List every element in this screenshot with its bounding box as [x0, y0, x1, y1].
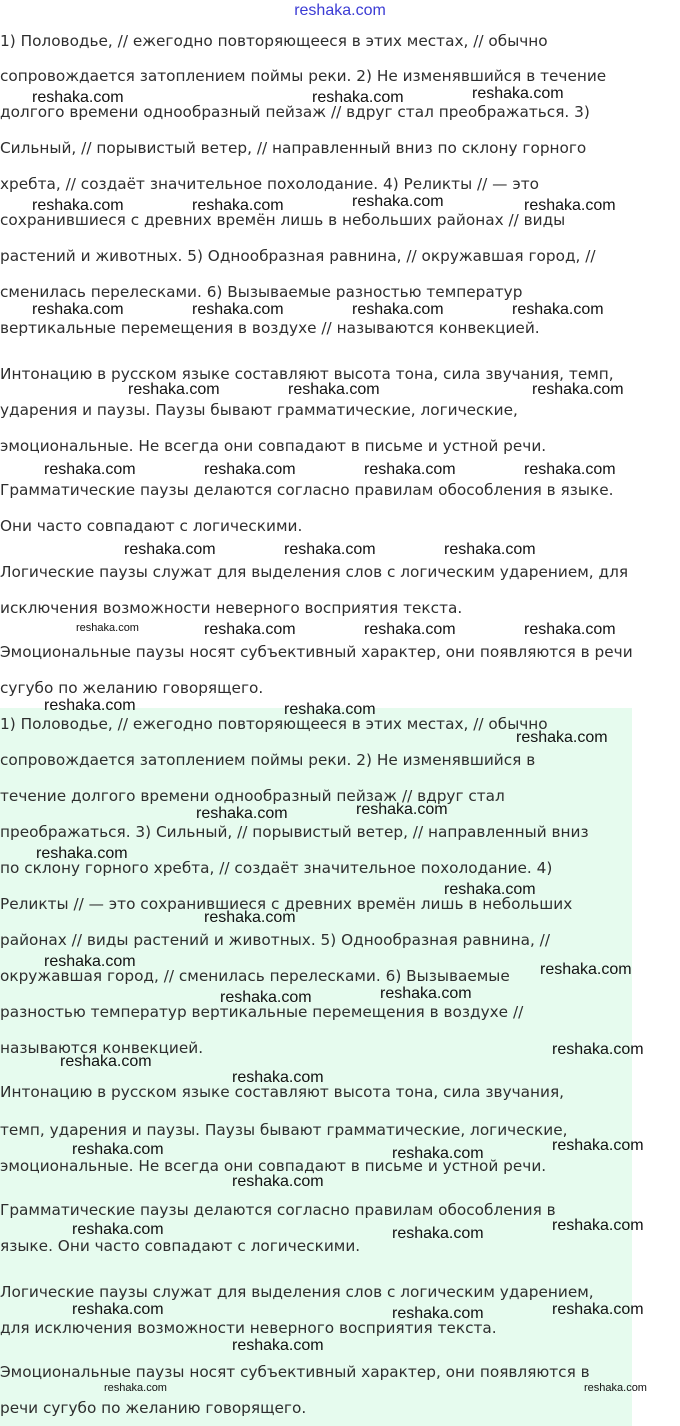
- task-line: исключения возможности неверного восприятия текста.: [0, 599, 463, 617]
- task-line: сугубо по желанию говорящего.: [0, 679, 264, 697]
- task-line: вертикальные перемещения в воздухе // называются конвекцией.: [0, 319, 540, 337]
- answer-line: Грамматические паузы делаются согласно правилам обособления в: [0, 1201, 556, 1219]
- watermark: reshaka.com: [356, 801, 448, 818]
- task-line: Грамматические паузы делаются согласно правилам обособления в языке.: [0, 481, 614, 499]
- watermark: reshaka.com: [32, 197, 124, 214]
- watermark: reshaka.com: [232, 1337, 324, 1354]
- watermark: reshaka.com: [380, 985, 472, 1002]
- task-line: Логические паузы служат для выделения слов с логическим ударением, для: [0, 563, 629, 581]
- watermark: reshaka.com: [444, 881, 536, 898]
- answer-line: районах // виды растений и животных. 5) Однообразная равнина, //: [0, 931, 550, 949]
- watermark: reshaka.com: [232, 1173, 324, 1190]
- watermark: reshaka.com: [44, 697, 136, 714]
- task-line: сменилась перелесками. 6) Вызываемые разностью температур: [0, 283, 523, 301]
- answer-line: разностью температур вертикальные перемещения в воздухе //: [0, 1003, 524, 1021]
- watermark: reshaka.com: [32, 89, 124, 106]
- watermark: reshaka.com: [60, 1053, 152, 1070]
- watermark: reshaka.com: [204, 909, 296, 926]
- watermark: reshaka.com: [288, 381, 380, 398]
- task-line: долгого времени однообразный пейзаж // вдруг стал преображаться. 3): [0, 103, 590, 121]
- answer-line: 1) Половодье, // ежегодно повторяющееся в этих местах, // обычно: [0, 715, 548, 733]
- watermark: reshaka.com: [192, 197, 284, 214]
- watermark: reshaka.com: [352, 301, 444, 318]
- watermark: reshaka.com: [284, 541, 376, 558]
- answer-line: темп, ударения и паузы. Паузы бывают грамматические, логические,: [0, 1121, 568, 1139]
- watermark: reshaka.com: [552, 1041, 644, 1058]
- task-line: Сильный, // порывистый ветер, // направленный вниз по склону горного: [0, 139, 587, 157]
- answer-line: Интонацию в русском языке составляют высота тона, сила звучания,: [0, 1083, 565, 1101]
- watermark: reshaka.com: [72, 1141, 164, 1158]
- watermark: reshaka.com: [220, 989, 312, 1006]
- watermark: reshaka.com: [552, 1217, 644, 1234]
- task-line: сопровождается затоплением поймы реки. 2) Не изменявшийся в течение: [0, 67, 607, 85]
- watermark: reshaka.com: [512, 301, 604, 318]
- answer-line: для исключения возможности неверного восприятия текста.: [0, 1319, 497, 1337]
- watermark: reshaka.com: [72, 1221, 164, 1238]
- watermark: reshaka.com: [392, 1145, 484, 1162]
- watermark: reshaka.com: [44, 953, 136, 970]
- watermark: reshaka.com: [540, 961, 632, 978]
- watermark: reshaka.com: [104, 1382, 167, 1394]
- task-line: Интонацию в русском языке составляют высота тона, сила звучания, темп,: [0, 365, 614, 383]
- watermark: reshaka.com: [124, 541, 216, 558]
- watermark: reshaka.com: [204, 461, 296, 478]
- answer-line: преображаться. 3) Сильный, // порывистый ветер, // направленный вниз: [0, 823, 589, 841]
- watermark: reshaka.com: [352, 193, 444, 210]
- watermark: reshaka.com: [524, 461, 616, 478]
- answer-line: по склону горного хребта, // создаёт значительное похолодание. 4): [0, 859, 553, 877]
- watermark: reshaka.com: [392, 1225, 484, 1242]
- task-line: 1) Половодье, // ежегодно повторяющееся в этих местах, // обычно: [0, 32, 548, 50]
- task-line: ударения и паузы. Паузы бывают грамматические, логические,: [0, 401, 518, 419]
- answer-line: Эмоциональные паузы носят субъективный характер, они появляются в: [0, 1363, 590, 1381]
- watermark: reshaka.com: [312, 89, 404, 106]
- watermark: reshaka.com: [364, 461, 456, 478]
- watermark: reshaka.com: [44, 461, 136, 478]
- answer-line: речи сугубо по желанию говорящего.: [0, 1399, 307, 1417]
- watermark: reshaka.com: [516, 729, 608, 746]
- watermark: reshaka.com: [72, 1301, 164, 1318]
- answer-line: Логические паузы служат для выделения слов с логическим ударением,: [0, 1283, 594, 1301]
- watermark: reshaka.com: [36, 845, 128, 862]
- watermark: reshaka.com: [128, 381, 220, 398]
- task-line: эмоциональные. Не всегда они совпадают в письме и устной речи.: [0, 437, 547, 455]
- watermark: reshaka.com: [532, 381, 624, 398]
- watermark: reshaka.com: [524, 621, 616, 638]
- watermark: reshaka.com: [552, 1301, 644, 1318]
- watermark: reshaka.com: [472, 85, 564, 102]
- answer-line: окружавшая город, // сменилась перелесками. 6) Вызываемые: [0, 967, 510, 985]
- answer-line: Реликты // — это сохранившиеся с древних времён лишь в небольших: [0, 895, 573, 913]
- watermark: reshaka.com: [196, 805, 288, 822]
- watermark: reshaka.com: [32, 301, 124, 318]
- task-line: Эмоциональные паузы носят субъективный характер, они появляются в речи: [0, 643, 633, 661]
- task-line: Они часто совпадают с логическими.: [0, 517, 303, 535]
- watermark: reshaka.com: [552, 1137, 644, 1154]
- watermark: reshaka.com: [76, 622, 139, 634]
- answer-line: сопровождается затоплением поймы реки. 2) Не изменявшийся в: [0, 751, 536, 769]
- answer-line: эмоциональные. Не всегда они совпадают в письме и устной речи.: [0, 1157, 547, 1175]
- watermark: reshaka.com: [192, 301, 284, 318]
- task-line: сохранившиеся с древних времён лишь в небольших районах // виды: [0, 211, 566, 229]
- answer-line: называются конвекцией.: [0, 1039, 204, 1057]
- watermark: reshaka.com: [584, 1382, 647, 1394]
- task-line: растений и животных. 5) Однообразная равнина, // окружавшая город, //: [0, 247, 596, 265]
- answer-line: языке. Они часто совпадают с логическими.: [0, 1237, 361, 1255]
- watermark: reshaka.com: [364, 621, 456, 638]
- watermark: reshaka.com: [232, 1069, 324, 1086]
- site-header-link[interactable]: reshaka.com: [294, 2, 386, 19]
- watermark: reshaka.com: [284, 701, 376, 718]
- watermark: reshaka.com: [204, 621, 296, 638]
- watermark: reshaka.com: [524, 197, 616, 214]
- task-line: хребта, // создаёт значительное похолодание. 4) Реликты // — это: [0, 175, 539, 193]
- watermark: reshaka.com: [392, 1305, 484, 1322]
- watermark: reshaka.com: [444, 541, 536, 558]
- answer-line: течение долгого времени однообразный пейзаж // вдруг стал: [0, 787, 505, 805]
